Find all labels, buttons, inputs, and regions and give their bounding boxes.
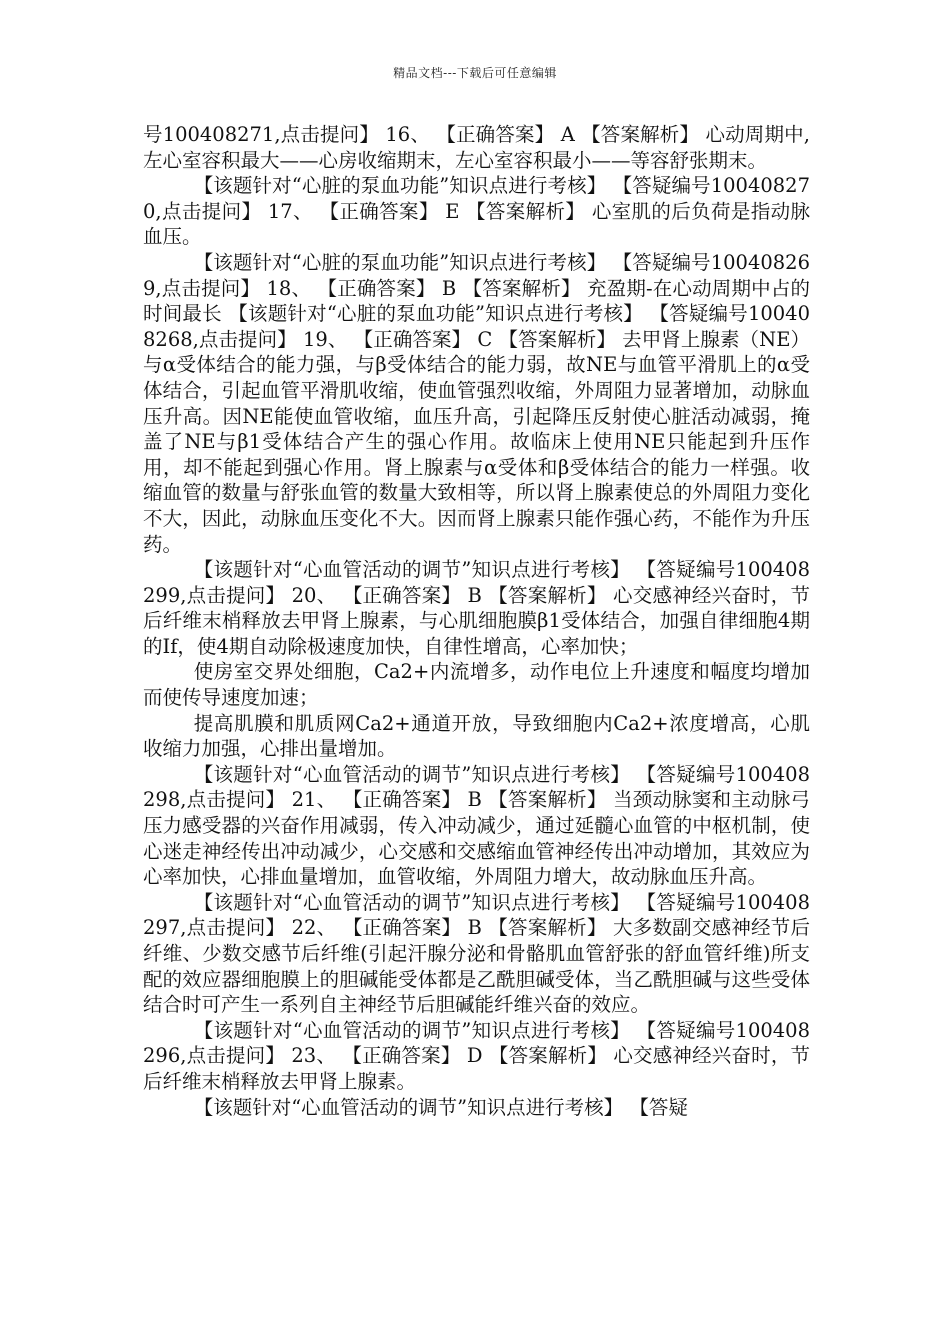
paragraph: 【该题针对“心血管活动的调节”知识点进行考核】 【答疑编号100408297,点击提问】 22、 【正确答案】 B 【答案解析】 大多数副交感神经节后纤维、少数交感节后纤维(引起汗腺分泌和骨骼肌血管舒张的舒血管纤维)所支配的效应器细胞膜上的胆碱能受体都是乙酰胆碱受体，当乙酰胆碱与这些受体结合时可产生一系列自主神经节后胆碱能纤维兴奋的效应。 [143,890,810,1017]
paragraph: 【该题针对“心血管活动的调节”知识点进行考核】 【答疑 [193,1095,688,1119]
document-body [143,122,810,1120]
paragraph: 【该题针对“心血管活动的调节”知识点进行考核】 【答疑编号100408296,点击提问】 23、 【正确答案】 D 【答案解析】 心交感神经兴奋时，节后纤维末梢释放去甲肾上腺素。 [143,1018,810,1093]
paragraph: 提高肌膜和肌质网Ca2+通道开放，导致细胞内Ca2+浓度增高，心肌收缩力加强，心排出量增加。 [143,711,810,761]
paragraph: 使房室交界处细胞，Ca2+内流增多，动作电位上升速度和幅度均增加而使传导速度加速； [143,660,810,710]
paragraph: 【该题针对“心脏的泵血功能”知识点进行考核】 【答疑编号100408270,点击提问】 17、 【正确答案】 E 【答案解析】 心室肌的后负荷是指动脉血压。 [143,174,810,249]
paragraph: 【该题针对“心血管活动的调节”知识点进行考核】 【答疑编号100408299,点击提问】 20、 【正确答案】 B 【答案解析】 心交感神经兴奋时，节后纤维末梢释放去甲肾上腺素，与心肌细胞膜β1受体结合，加强自律细胞4期的Ⅰf，使4期自动除极速度加快，自律性增高，心率加快； [143,558,810,658]
paragraph: 【该题针对“心血管活动的调节”知识点进行考核】 【答疑编号100408298,点击提问】 21、 【正确答案】 B 【答案解析】 当颈动脉窦和主动脉弓压力感受器的兴奋作用减弱，传入冲动减少，通过延髓心血管的中枢机制，使心迷走神经传出冲动减少，心交感和交感缩血管神经传出冲动增加，其效应为心率加快，心排血量增加，血管收缩，外周阻力增大，故动脉血压升高。 [143,762,810,889]
paragraph: 号100408271,点击提问】 16、 【正确答案】 A 【答案解析】 心动周期中,左心室容积最大——心房收缩期末，左心室容积最小——等容舒张期末。 [143,123,810,172]
paragraph: 【该题针对“心脏的泵血功能”知识点进行考核】 【答疑编号100408269,点击提问】 18、 【正确答案】 B 【答案解析】 充盈期-在心动周期中占的时间最长 【该题针对“心脏的泵血功能”知识点进行考核】 【答疑编号100408268,点击提问】 19、 【正确答案】 C 【答案解析】 去甲肾上腺素（NE）与α受体结合的能力强，与β受体结合的能力弱，故NE与血管平滑肌上的α受体结合，引起血管平滑肌收缩，使血管强烈收缩，外周阻力显著增加，动脉血压升高。因NE能使血管收缩，血压升高，引起降压反射使心脏活动减弱，掩盖了NE与β1受体结合产生的强心作用。故临床上使用NE只能起到升压作用，却不能起到强心作用。肾上腺素与α受体和β受体结合的能力一样强。收缩血管的数量与舒张血管的数量大致相等，所以肾上腺素使总的外周阻力变化不大，因此，动脉血压变化不大。因而肾上腺素只能作强心药，不能作为升压药。 [143,250,810,556]
page-header: 精品文档---下载后可任意编辑 [393,66,557,80]
